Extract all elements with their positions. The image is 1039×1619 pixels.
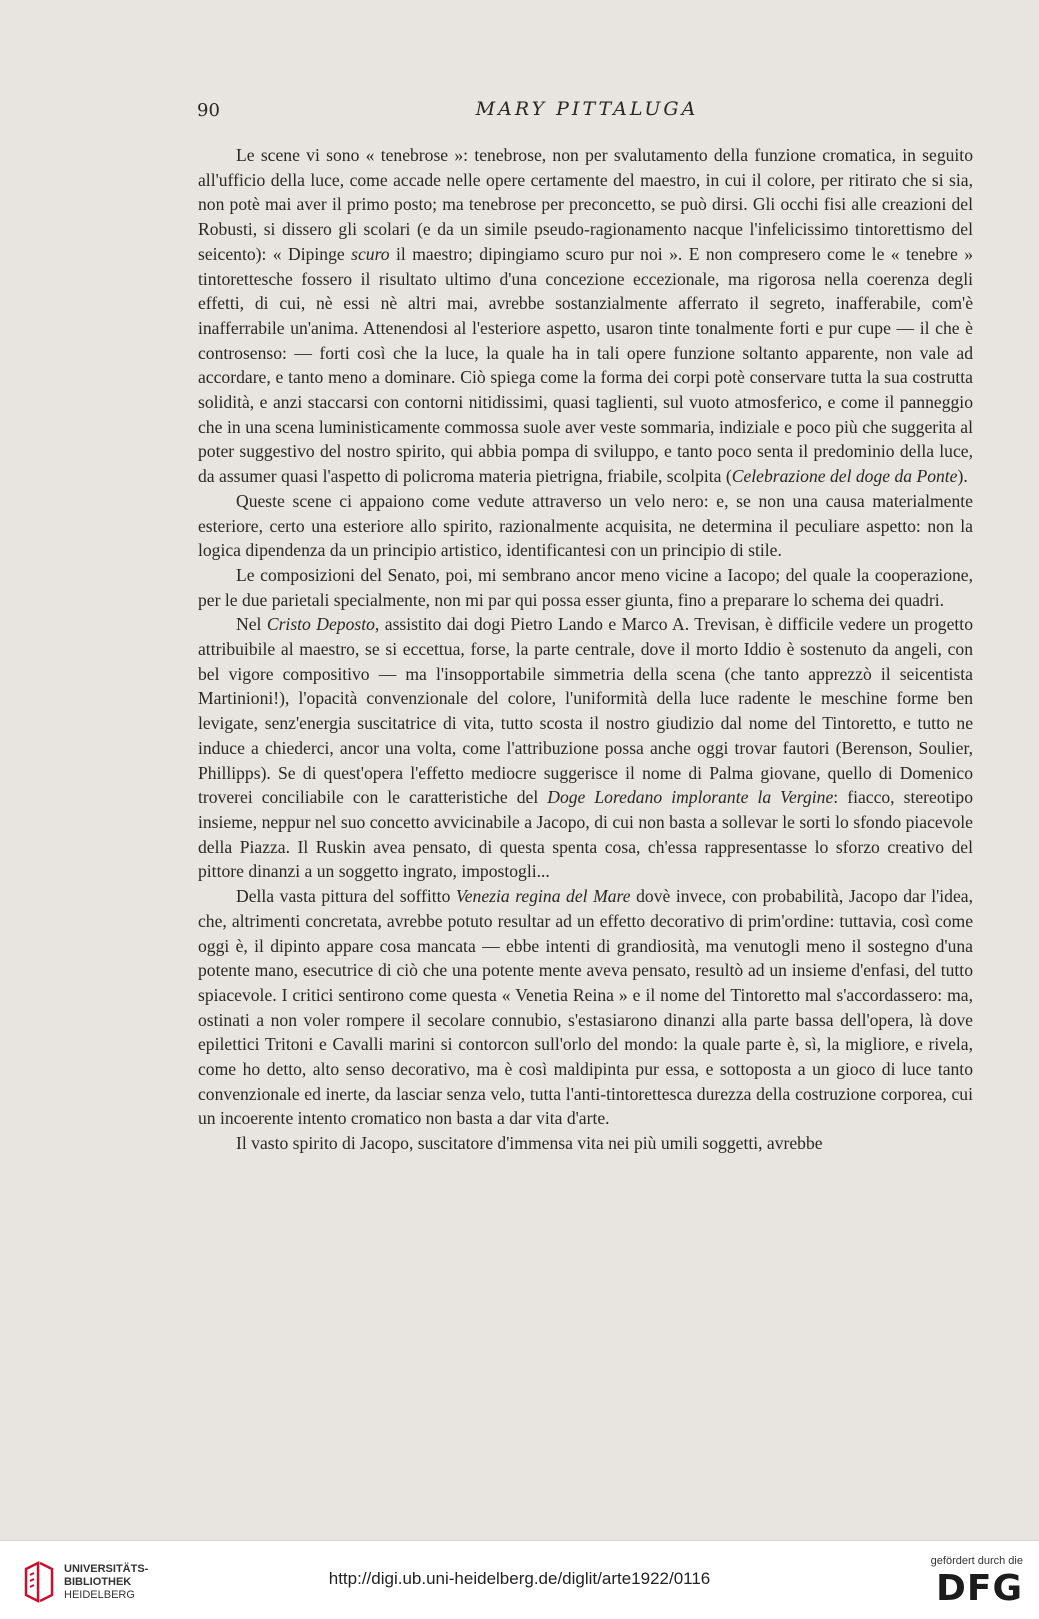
university-library-name[interactable]: UNIVERSITÄTS- BIBLIOTHEK HEIDELBERG (64, 1563, 149, 1601)
body-text (198, 143, 973, 1156)
dfg-logo[interactable]: DFG (935, 1568, 1023, 1609)
paragraph-3: Le composizioni del Senato, poi, mi sembrano ancor meno vicine a Iacopo; del quale la cooperazione, per le due parietali specialmente, non mi par qui possa esser giunta, fino a preparare lo schema dei quadri. (198, 564, 973, 610)
paragraph-5: Della vasta pittura del soffitto Venezia regina del Mare dovè invece, con probabilità, Jacopo dar l'idea, che, altrimenti concretata, avrebbe potuto resultar ad un effetto decorativo di prim'ordine: tuttavia, così come oggi è, il dipinto appare cosa mancata — ebbe intenti di grandiosità, ma venutogli meno il sostegno d'una potente mano, esecutrice di ciò che una potente mente aveva pensato, resultò ad un insieme d'enfasi, del tutto spiacevole. I critici sentirono come questa « Venetia Reina » e il nome del Tintoretto mal s'accordassero: ma, ostinati a non voler rompere il secolare connubio, s'estasiarono dinanzi alla parte bassa dell'opera, là dove epilettici Tritoni e Cavalli marini si contorcon sull'orlo del mondo: la quale parte è, sì, la migliore, e rivela, come ho detto, alto senso decorativo, ma è così maldipinta pur essa, e sottoposta a un gioco di luce tanto convenzionale ed inerte, da lasciar senza velo, tutta l'anti-tintorettesca durezza della costruzione corporea, cui un incoerente intento cromatico non basta a dar vita d'arte. (198, 886, 973, 1129)
paragraph-2: Queste scene ci appaiono come vedute attraverso un velo nero: e, se non una causa materialmente esteriore, certo una esteriore allo spirito, razionalmente acquisita, ne determina il peculiare aspetto: non la logica dipendenza da un principio artistico, identificantesi con un principio di stile. (198, 490, 973, 561)
running-title: MARY PITTALUGA (475, 98, 699, 120)
paragraph-4: Nel Cristo Deposto, assistito dai dogi Pietro Lando e Marco A. Trevisan, è difficile vedere un progetto attribuibile al maestro, se si eccettua, forse, la parte centrale, dove il morto Iddio è sostenuto da angeli, con bel vigore compositivo — ma l'insopportabile simmetria della scena (che tanto apprezzò il seicentista Martinioni!), l'opacità convenzionale del colore, l'uniformità della luce radente le meschine forme ben levigate, senz'energia suscitatrice di vita, tutto scosta il nostro giudizio dal nome del Tintoretto, e tutto ne induce a chiederci, ancor una volta, come l'attribuzione possa anche oggi trovar fautori (Berenson, Soulier, Phillipps). Se di quest'opera l'effetto mediocre suggerisce il nome di Palma giovane, quello di Domenico troverei conciliabile con le caratteristiche del Doge Loredano implorante la Vergine: fiacco, stereotipo insieme, neppur nel suo concetto avvicinabile a Jacopo, di cui non basta a sollevar le sorti lo sfondo piacevole della Piazza. Il Ruskin avea pensato, di questa spenta cosa, ch'essa rappresentasse lo sforzo creativo del pittore dinanzi a un soggetto ingrato, impostogli... (198, 614, 973, 882)
paragraph-1: Le scene vi sono « tenebrose »: tenebrose, non per svalutamento della funzione cromatica, in seguito all'ufficio della luce, come accade nelle opere certamente del maestro, in cui il colore, per ritirato che si sia, non potè mai aver il primo posto; ma tenebrose per preconcetto, se può dirsi. Gli occhi fisi alle creazioni del Robusti, si dissero gli scolari (e da un simile pseudo-ragionamento nacque l'infelicissimo tintorettismo del seicento): « Dipinge scuro il maestro; dipingiamo scuro pur noi ». E non compresero come le « tenebre » tintorettesche fossero il risultato ultimo d'una concezione eccezionale, ma rigorosa nella coerenza degli effetti, di cui, nè essi nè altri mai, avrebbe sostanzialmente afferrato il segreto, inafferabile, com'è inafferrabile un'anima. Attenendosi al l'esteriore aspetto, usaron tinte tonalmente forti e pur cupe — il che è controsenso: — forti così che la luce, la quale ha in tali opere funzione soltanto apparente, non vale ad accordare, e tanto meno a dominare. Ciò spiega come la forma dei corpi potè conservare tutta la sua costrutta solidità, e anzi staccarsi con contorni nitidissimi, quasi taglienti, sul vuoto atmosferico, e come il panneggio che in una scena luministicamente commossa suole aver veste sommaria, indiziale e poco più che suggerita al poter suggestivo del nostro spirito, qui abbia pompa di sviluppo, e tanto poco senta il predominio della luce, da assumer quasi l'aspetto di policroma materia pietrigna, friabile, scolpita (Celebrazione del doge da Ponte). (198, 145, 973, 487)
page-number: 90 (197, 100, 220, 121)
paragraph-6: Il vasto spirito di Jacopo, suscitatore d'immensa vita nei più umili soggetti, avrebbe (236, 1133, 823, 1154)
page-header (197, 96, 977, 126)
viewer-footer (0, 1540, 1039, 1619)
permalink-url[interactable]: http://digi.ub.uni-heidelberg.de/diglit/arte1922/0116 (328, 1569, 711, 1588)
funded-by-label: gefördert durch die (930, 1555, 1023, 1567)
